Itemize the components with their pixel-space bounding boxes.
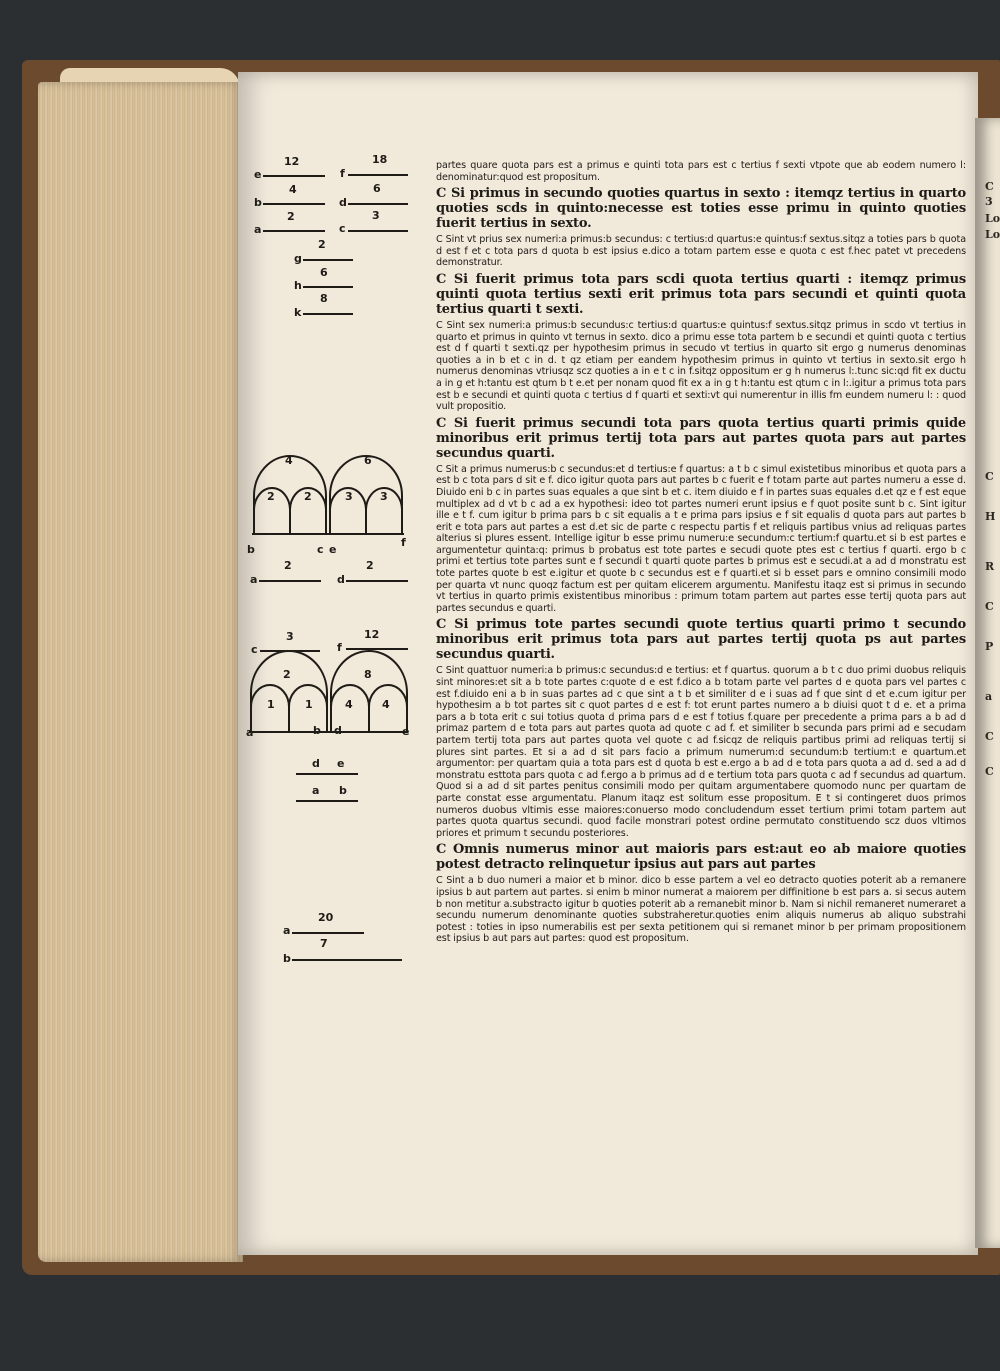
proposition-heading: C Si fuerit primus tota pars scdi quota tertius quarti : itemqz primus quinti quota tertius sexti erit primus tota pars secundi et quinti quota tertius quarti t sexti. bbox=[436, 271, 966, 317]
arch-drawing-2 bbox=[245, 645, 410, 737]
base-label-f: f bbox=[401, 536, 406, 549]
label-d: d bbox=[339, 196, 347, 209]
arch2-num-1: 2 bbox=[283, 668, 291, 681]
segment-f bbox=[348, 174, 408, 176]
proposition-heading: C Omnis numerus minor aut maioris pars est:aut eo ab maiore quoties potest detracto relinquetur ipsius aut pars aut partes bbox=[436, 842, 966, 873]
base-label-c: c bbox=[317, 543, 324, 556]
segment-a4 bbox=[292, 932, 364, 934]
pair-left-d: d bbox=[312, 757, 320, 770]
base2-label-d: d bbox=[334, 724, 342, 737]
pair-left-a: a bbox=[312, 784, 320, 797]
value-b4: 7 bbox=[320, 937, 328, 950]
facing-page-fragment: H bbox=[985, 510, 996, 523]
segment-d2 bbox=[346, 580, 408, 582]
value-c3: 3 bbox=[286, 630, 294, 643]
arch-num-2: 2 bbox=[267, 490, 275, 503]
facing-page-fragment: 3 bbox=[985, 195, 993, 208]
label-f3: f bbox=[337, 641, 342, 654]
segment-ab bbox=[296, 800, 358, 802]
label-b: b bbox=[254, 196, 262, 209]
value-g: 2 bbox=[318, 238, 326, 251]
segment-a2 bbox=[259, 580, 321, 582]
segment-c bbox=[348, 230, 408, 232]
proposition-heading: C Si fuerit primus secundi tota pars quota tertius quarti primis quide minoribus erit primus tertij tota pars aut partes quota pars aut partes secundus quarti. bbox=[436, 415, 966, 461]
facing-page-fragment: C bbox=[985, 765, 994, 778]
label-a: a bbox=[254, 223, 262, 236]
value-d: 6 bbox=[373, 182, 381, 195]
arch2-num-2: 1 bbox=[267, 698, 275, 711]
demonstration-paragraph: C Sint vt prius sex numeri:a primus:b secundus: c tertius:d quartus:e quintus:f sextus.sitqz a toties pars b quota d est f et c tota pars d quota b est ipsius e.dico a totam partem esse e quota c est f.hec patet vt precedens demonstratur. bbox=[436, 234, 966, 269]
label-h: h bbox=[294, 279, 302, 292]
segment-g bbox=[303, 259, 353, 261]
value-a4: 20 bbox=[318, 911, 334, 924]
base-label-b: b bbox=[247, 543, 255, 556]
base2-label-a: a bbox=[246, 726, 254, 739]
facing-page-fragment: C bbox=[985, 600, 994, 613]
arch-num-5: 3 bbox=[345, 490, 353, 503]
value-k: 8 bbox=[320, 292, 328, 305]
base2-label-b: b bbox=[313, 724, 321, 737]
arch-num-3: 2 bbox=[304, 490, 312, 503]
value-e: 12 bbox=[284, 155, 300, 168]
label-b4: b bbox=[283, 952, 291, 965]
label-d2: d bbox=[337, 573, 345, 586]
facing-page-fragment: Lo bbox=[985, 228, 1000, 241]
value-a2: 2 bbox=[284, 559, 292, 572]
label-g: g bbox=[294, 252, 302, 265]
label-k: k bbox=[294, 306, 302, 319]
segment-k bbox=[303, 313, 353, 315]
facing-page-fragment: P bbox=[985, 640, 994, 653]
arch-num-4: 6 bbox=[364, 454, 372, 467]
value-b: 4 bbox=[289, 183, 297, 196]
proposition-heading: C Si primus tote partes secundi quote tertius quarti primo t secundo minoribus erit primus tota pars aut partes tertij quota ps aut partes secundus quarti. bbox=[436, 617, 966, 663]
facing-page-fragment: a bbox=[985, 690, 993, 703]
base2-label-e: e bbox=[402, 725, 410, 738]
base-label-e: e bbox=[329, 543, 337, 556]
segment-h bbox=[303, 286, 353, 288]
segment-de bbox=[296, 773, 358, 775]
arch2-num-3: 1 bbox=[305, 698, 313, 711]
value-h: 6 bbox=[320, 266, 328, 279]
text-column bbox=[436, 160, 966, 948]
facing-page-edge bbox=[975, 118, 1000, 1248]
value-c: 3 bbox=[372, 209, 380, 222]
value-d2: 2 bbox=[366, 559, 374, 572]
demonstration-paragraph: partes quare quota pars est a primus e quinti tota pars est c tertius f sexti vtpote que ab eodem numero l: denominatur:quod est propositum. bbox=[436, 160, 966, 183]
pair-right-e: e bbox=[337, 757, 345, 770]
segment-b4 bbox=[292, 959, 402, 961]
segment-d bbox=[348, 203, 408, 205]
arch-num-1: 4 bbox=[285, 454, 293, 467]
facing-page-fragment: R bbox=[985, 560, 995, 573]
proposition-heading: C Si primus in secundo quoties quartus in sexto : itemqz tertius in quarto quoties scds in quinto:necesse est toties esse primu in quinto quoties fuerit tertius in sexto. bbox=[436, 186, 966, 232]
segment-e bbox=[263, 175, 325, 177]
label-e: e bbox=[254, 168, 262, 181]
label-c: c bbox=[339, 222, 346, 235]
label-a2: a bbox=[250, 573, 258, 586]
facing-page-fragment: C bbox=[985, 730, 994, 743]
demonstration-paragraph: C Sit a primus numerus:b c secundus:et d tertius:e f quartus: a t b c simul existetibus minoribus et quota pars a est b c tota pars d sit e f. dico igitur quota pars aut partes b c fuerit e f totam parte aut partes numeru a esse d. Diuido eni b c in partes suas equales a que sint b et c. item diuido e f in partes suas equales d.et qz e f est eque multiplex ad d vt b c ad a ex hypothesi: ideo tot partes numeri erunt ipsius e f quot posite sunt b c. Sint igitur ille e t f. cum igitur b prima pars b c sit equalis a t e prima pars ipsius e f sit equalis d quota pars aut partes b erit e tota pars aut partes a est d.et sic de parte c respectu partis f et reliquis partibus vnius ad reliquas partes alterius si plures essent. Intellige igitur b esse primu numeru:e secundum:c tertium:f quartu.et si b est partes e argumentetur quinta:q: primus b probatus est tote partes e secudi quote ptes est c tertius f quarti. ergo b c primi et tertius tote partes sunt e f secundi t quarti quote partes b primus est e secudi.at a ad d monstratu est tote partes quote b est e.igitur et quote b c secundus est e f quarti.et si b esset pars e omnino consimili modo per quarta vt nunc quoqz factum est per quitam elicerem argumentu. Manifestu itaqz est si primus in secundo vt tertius in quarto primis existentibus minoribus : primum totam partem aut partes esse tertij quota pars aut partes secundus e quarti. bbox=[436, 463, 966, 614]
demonstration-paragraph: C Sint a b duo numeri a maior et b minor. dico b esse partem a vel eo detracto quoties poterit ab a remanere ipsius b aut partem aut partes. si enim b minor numerat a maiorem per diffinitione b est pars a. si secus autem b non metitur a.substracto igitur b quoties poterit ab a remanebit minor b. Nam si nichil remaneret numeraret a secundu numerum denominante quoties substraheretur.quoties enim aliquis numerus ab aliquo substrahi potest : toties in ipso numerabilis est per sexta petitionem qui si remanet minor b per primam propositionem est ipsius b aut pars aut partes: quod est propositum. bbox=[436, 875, 966, 945]
segment-b bbox=[263, 203, 325, 205]
arch2-num-4: 8 bbox=[364, 668, 372, 681]
label-a4: a bbox=[283, 924, 291, 937]
arch-num-6: 3 bbox=[380, 490, 388, 503]
label-c3: c bbox=[251, 643, 258, 656]
value-f: 18 bbox=[372, 153, 388, 166]
segment-a bbox=[263, 230, 325, 232]
page-block-edges bbox=[38, 82, 243, 1262]
demonstration-paragraph: C Sint quattuor numeri:a b primus:c secundus:d e tertius: et f quartus. quorum a b t c duo primi duobus reliquis sint minores:et sit a b tote partes c:quote d e est f.dico a b totam parte vel partes d e quota pars vel partes c est f.diuido eni a b in suas partes ad c que sint a t b et similiter d e i suas ad f que sint d et e.cum igitur per hypothesim a b tot partes sit c quot partes d e est f: tot erunt partes numero a b diuisi quot t d e. et a prima pars a b tota erit c sui totius quota d prima pars d e est f totius f.quare per precedente a prima pars a b ad d primaz partem d e tota pars aut partes quota ad quote c ad f. et similiter b secunda pars primi ad e secudam partem tertij tota pars aut partes quota vel quote c ad f.sicqz de reliquis partibus primi ad reliquas tertij si plures sint partes. Et si a ad d sit pars facio a primum numerum:d secundum:b tertium:t e quartum.et argumentor: per quartam quia a tota pars est d quota b est e.ergo a b ad d e tota pars quota a ad d. sed a ad d monstratu esttota pars quota c ad f.ergo a b primus ad d e tertium tota pars quota c ad f secundus ad quartum. Quod si a ad d sit partes penitus consimili modo per quitam argumentabere quomodo nunc per quartam de parte constat esse argumentatu. Planum itaqz est solitum esse propositum. E t si contingeret duos primos numeros duobus vltimis esse maiores:conuerso modo concludendum esset tertium primi totam partem aut partes quota quartus secundi. quod facile monstrari potest ordine permutato constituendo scz duos vltimos priores et primum t secundu posteriores. bbox=[436, 665, 966, 839]
arch2-num-6: 4 bbox=[382, 698, 390, 711]
facing-page-fragment: C bbox=[985, 180, 994, 193]
arch2-num-5: 4 bbox=[345, 698, 353, 711]
facing-page-fragment: C bbox=[985, 470, 994, 483]
label-f: f bbox=[340, 167, 345, 180]
facing-page-fragment: Lo bbox=[985, 212, 1000, 225]
pair-right-b: b bbox=[339, 784, 347, 797]
demonstration-paragraph: C Sint sex numeri:a primus:b secundus:c tertius:d quartus:e quintus:f sextus.sitqz primus in scdo vt tertius in quarto et primus in quinto vt ternus in sexto. dico a primu esse tota partem b e secundi et quinti quota c tertius est d f quarti t sexti.qz per hypothesim primus in secudo vt tertius in quarto sit ergo g numerus denominas quoties a in b et c in d. t qz etiam per eandem hypothesim primus in quinto vt tertius in sexto.sit ergo h numerus denominas vtriusqz scz quoties a in e t c in f.sitqz oppositum er g h numerus l:.tunc sic:qd fit ex ductu a in g et h:tantu est qtum b t e.et per nonam quod fit ex a in g t h:tantu est qtum c in l:.igitur a primus tota pars est b e secundi et quinti quota c tertius d f quarti et sexti:vt qui numerentur in illis fm eundem numeru l: : quod vult propositio. bbox=[436, 319, 966, 413]
value-f3: 12 bbox=[364, 628, 380, 641]
value-a: 2 bbox=[287, 210, 295, 223]
